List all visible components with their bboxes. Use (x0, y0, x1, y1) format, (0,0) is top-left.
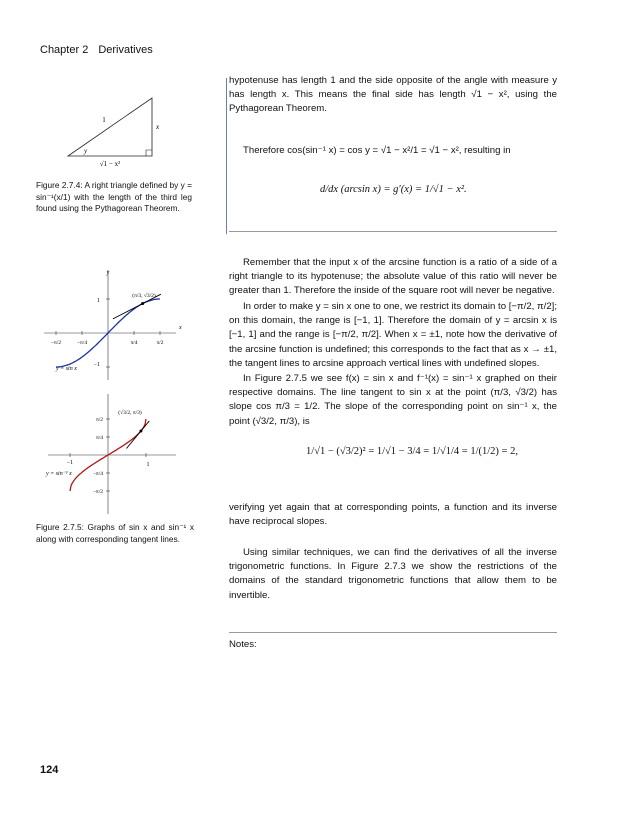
figure-274-caption: Figure 2.7.4: A right triangle defined by y = sin⁻¹(x/1) with the length of the third leg found using the Pythagorean Theorem. (36, 180, 192, 213)
triangle-shape (68, 98, 152, 156)
figure-275-caption: Figure 2.7.5: Graphs of sin x and sin⁻¹ x along with corresponding tangent lines. (36, 522, 194, 544)
figure-275-graphs (36, 262, 196, 522)
sin-xtick-label: π/2 (156, 340, 164, 346)
paragraph-3: Remember that the input x of the arcsine function is a ratio of a side of a right triangle to its hypotenuse; the absolute value of this ratio will never be greater than 1. Therefore the inside of the square root will never be negative. (229, 257, 557, 297)
sin-xtick-label: −π/4 (76, 340, 88, 346)
chapter-label: Chapter 2 (40, 44, 89, 56)
section-rule (229, 231, 557, 232)
sidebar-rule (226, 78, 227, 234)
equation-1: d/dx (arcsin x) = g′(x) = 1/√1 − x². (320, 184, 467, 195)
arcsin-ytick-label: −π/4 (92, 471, 103, 477)
arcsin-xtick-right: 1 (146, 462, 150, 468)
sin-xtick-label: π/4 (130, 340, 138, 346)
sin-ytick-top: 1 (97, 298, 100, 304)
chapter-title: Derivatives (98, 44, 153, 56)
figure-274-triangle (60, 92, 170, 170)
angle-label: y (84, 147, 88, 155)
sin-graph-y-label: y (106, 270, 110, 276)
sin-tangent-point (141, 302, 144, 305)
page-number: 124 (40, 764, 59, 776)
paragraph-6: verifying yet again that at corresponding points, a function and its inverse have reciprocal slopes. (229, 502, 557, 528)
arcsin-ytick-label: −π/2 (92, 489, 103, 495)
arcsin-xtick-left: −1 (66, 460, 74, 466)
arcsin-ytick-label: π/2 (95, 417, 103, 423)
arcsin-tangent-line (126, 421, 149, 449)
right-angle-marker (146, 150, 152, 156)
hypotenuse-label: 1 (102, 116, 106, 124)
arcsin-ytick-label: π/4 (95, 435, 103, 441)
sin-curve-label: y = sin x (56, 366, 77, 372)
arcsin-curve-label: y = sin⁻¹ x (46, 471, 72, 477)
sin-graph-x-label: x (179, 325, 182, 331)
paragraph-4: In order to make y = sin x one to one, we restrict its domain to [−π/2, π/2]; on this domain, the range is [−1, 1]. Therefore the domain of y = arcsin x is [−1, 1] and the range is [−π/2, π/2]. When x = ±1, note how the derivative of the arcsine function is undefined; this corresponds to the fact that as x → ±1, the tangent lines to arcsine approach vertical lines with undefined slopes. (229, 301, 557, 369)
arcsin-point-label: (√3/2, π/3) (118, 410, 142, 416)
notes-label: Notes: (229, 639, 257, 650)
paragraph-7: Using similar techniques, we can find the derivatives of all the inverse trigonometric functions. In Figure 2.7.3 we show the restrictions of the domains of the standard trigonometric functions that allow them to be invertible. (229, 547, 557, 601)
sin-point-label: (π/3, √3/2) (132, 293, 156, 299)
arcsin-tangent-point (139, 430, 142, 433)
sin-ytick-bottom: −1 (93, 362, 100, 368)
notes-rule (229, 632, 557, 633)
paragraph-2: Therefore cos(sin⁻¹ x) = cos y = √1 − x²/1 = √1 − x², resulting in (243, 145, 511, 156)
paragraph-5: In Figure 2.7.5 we see f(x) = sin x and f⁻¹(x) = sin⁻¹ x graphed on their respective domains. The line tangent to sin x at the point (π/3, √3/2) has slope cos π/3 = 1/2. The slope of the corresponding point on sin⁻¹ x, the point (√3/2, π/3), is (229, 373, 557, 427)
opposite-label: x (156, 123, 160, 131)
running-header (40, 44, 153, 56)
paragraph-1: hypotenuse has length 1 and the side opposite of the angle with measure y has length x. This means the final side has length √1 − x², using the Pythagorean Theorem. (229, 75, 557, 115)
sin-xtick-label: −π/2 (50, 340, 62, 346)
adjacent-label: √1 − x² (99, 160, 121, 168)
equation-2: 1/√1 − (√3/2)² = 1/√1 − 3/4 = 1/√1/4 = 1/(1/2) = 2, (306, 446, 518, 457)
